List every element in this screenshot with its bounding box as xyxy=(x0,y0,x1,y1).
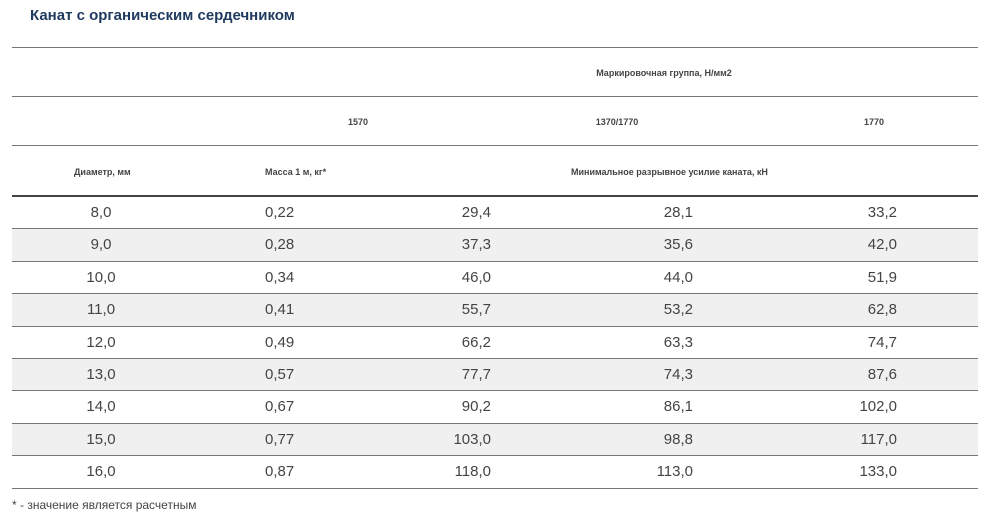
cell-mass: 0,28 xyxy=(265,236,295,253)
cell-force-1370-1770: 35,6 xyxy=(663,236,693,253)
cell-force-1370-1770: 86,1 xyxy=(663,398,693,415)
cell-mass: 0,77 xyxy=(265,431,295,448)
header-marking-group: Маркировочная группа, Н/мм2 xyxy=(596,68,732,78)
cell-mass: 0,41 xyxy=(265,301,295,318)
cell-force-1570: 66,2 xyxy=(461,334,491,351)
table-row xyxy=(12,424,978,456)
cell-force-1370-1770: 74,3 xyxy=(663,366,693,383)
table-row xyxy=(12,294,978,326)
cell-mass: 0,34 xyxy=(265,269,295,286)
cell-force-1370-1770: 98,8 xyxy=(663,431,693,448)
cell-force-1570: 90,2 xyxy=(461,398,491,415)
cell-force-1570: 46,0 xyxy=(461,269,491,286)
cell-force-1370-1770: 28,1 xyxy=(663,204,693,221)
cell-force-1770: 42,0 xyxy=(867,236,897,253)
footnote: * - значение является расчетным xyxy=(12,498,197,512)
cell-diameter: 14,0 xyxy=(86,398,116,415)
cell-force-1770: 62,8 xyxy=(867,301,897,318)
cell-mass: 0,49 xyxy=(265,334,295,351)
cell-force-1770: 133,0 xyxy=(859,463,897,480)
cell-force-1770: 117,0 xyxy=(860,431,897,448)
table-rule xyxy=(12,96,978,97)
cell-mass: 0,22 xyxy=(265,204,295,221)
page-title: Канат с органическим сердечником xyxy=(30,7,295,24)
cell-mass: 0,87 xyxy=(265,463,295,480)
table-rule xyxy=(12,145,978,146)
row-divider xyxy=(12,488,978,489)
header-group-1370-1770: 1370/1770 xyxy=(595,117,639,127)
table-row xyxy=(12,359,978,391)
cell-force-1770: 33,2 xyxy=(867,204,897,221)
table-row xyxy=(12,327,978,359)
table-rule xyxy=(12,47,978,48)
header-diameter: Диаметр, мм xyxy=(74,167,131,177)
cell-diameter: 9,0 xyxy=(90,236,112,253)
cell-force-1370-1770: 63,3 xyxy=(663,334,693,351)
table-row xyxy=(12,262,978,294)
cell-force-1570: 118,0 xyxy=(454,463,491,480)
header-min-breaking-force: Минимальное разрывное усилие каната, кН xyxy=(571,167,768,177)
cell-diameter: 16,0 xyxy=(86,463,116,480)
table-row xyxy=(12,229,978,261)
table-row xyxy=(12,391,978,423)
cell-force-1570: 55,7 xyxy=(461,301,491,318)
cell-diameter: 15,0 xyxy=(86,431,116,448)
cell-force-1570: 29,4 xyxy=(461,204,491,221)
header-group-1770: 1770 xyxy=(863,117,885,127)
header-group-1570: 1570 xyxy=(347,117,369,127)
cell-mass: 0,67 xyxy=(265,398,295,415)
cell-force-1770: 74,7 xyxy=(867,334,897,351)
cell-diameter: 8,0 xyxy=(90,204,112,221)
cell-diameter: 10,0 xyxy=(86,269,116,286)
cell-diameter: 11,0 xyxy=(86,301,116,318)
cell-force-1570: 77,7 xyxy=(461,366,491,383)
cell-force-1570: 37,3 xyxy=(461,236,491,253)
cell-force-1570: 103,0 xyxy=(453,431,491,448)
cell-force-1370-1770: 113,0 xyxy=(656,463,693,480)
cell-force-1370-1770: 44,0 xyxy=(663,269,693,286)
cell-force-1370-1770: 53,2 xyxy=(663,301,693,318)
cell-mass: 0,57 xyxy=(265,366,295,383)
header-mass: Масса 1 м, кг* xyxy=(265,167,327,177)
cell-force-1770: 102,0 xyxy=(859,398,897,415)
cell-force-1770: 51,9 xyxy=(867,269,897,286)
table-row xyxy=(12,456,978,488)
cell-diameter: 13,0 xyxy=(86,366,116,383)
cell-diameter: 12,0 xyxy=(86,334,116,351)
cell-force-1770: 87,6 xyxy=(867,366,897,383)
table-row xyxy=(12,197,978,229)
